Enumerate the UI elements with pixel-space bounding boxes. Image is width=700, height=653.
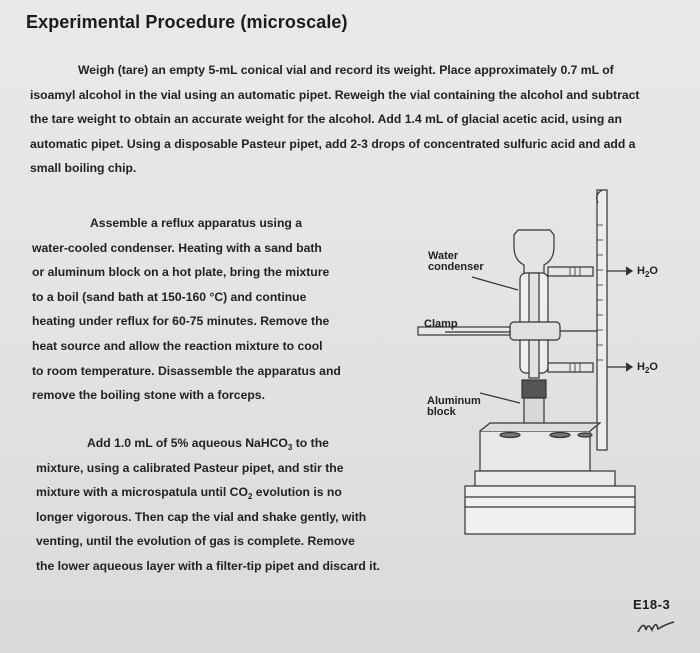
paragraph-reflux — [32, 211, 341, 408]
aluminum-block — [480, 431, 590, 471]
text-line: to a boil (sand bath at 150-160 °C) and continue — [32, 289, 307, 304]
text-line: to room temperature. Disassemble the apparatus and — [32, 363, 341, 378]
hot-plate-body — [465, 486, 635, 534]
text-line: the tare weight to obtain an accurate weight for the alcohol. Add 1.4 mL of glacial acetic acid, using an — [30, 112, 622, 127]
text-line: the lower aqueous layer with a filter-tip pipet and discard it. — [36, 558, 381, 573]
text-line: remove the boiling stone with a forceps. — [32, 388, 265, 403]
text-line: Weigh (tare) an empty 5-mL conical vial and record its weight. Place approximately 0.7 mL of — [78, 63, 614, 77]
stand-rod — [597, 190, 607, 450]
text-line: small boiling chip. — [30, 161, 137, 176]
reflux-apparatus-diagram — [410, 185, 690, 535]
condenser-leader — [472, 277, 518, 290]
page-footer: E18-3 — [633, 597, 671, 612]
text-line: longer vigorous. Then cap the vial and shake gently, with — [36, 509, 367, 524]
label-aluminum: Aluminum — [427, 395, 481, 407]
vial-cap — [522, 380, 546, 398]
clamp — [510, 322, 560, 340]
text-line: mixture with a microspatula until $CO_2$ evolution is no — [36, 485, 342, 502]
hot-plate-top — [475, 471, 615, 486]
text-line: heating under reflux for 60-75 minutes. Remove the — [32, 314, 330, 329]
text-line: Assemble a reflux apparatus using a — [90, 216, 303, 230]
label-water: Water — [428, 250, 459, 262]
signature-mark — [636, 614, 676, 640]
paragraph-extraction — [36, 431, 380, 579]
text-line: heat source and allow the reaction mixture to cool — [32, 338, 323, 353]
label-clamp: Clamp — [424, 318, 458, 330]
block-leader — [480, 393, 520, 403]
label-h2o-inlet: $H_2O$ — [637, 361, 658, 375]
text-line: or aluminum block on a hot plate, bring the mixture — [32, 265, 330, 280]
water-inlet — [548, 363, 593, 372]
text-line: mixture, using a calibrated Pasteur pipet, and stir the — [36, 460, 344, 475]
text-line: water-cooled condenser. Heating with a sand bath — [32, 240, 322, 255]
text-line: automatic pipet. Using a disposable Pasteur pipet, add 2-3 drops of concentrated sulfuric acid and add a — [30, 136, 636, 151]
label-block: block — [427, 406, 456, 418]
label-h2o-outlet: $H_2O$ — [637, 265, 658, 279]
paragraph-weighing — [30, 58, 639, 181]
label-condenser: condenser — [428, 261, 484, 273]
section-title: Experimental Procedure (microscale) — [26, 12, 348, 32]
text-line: venting, until the evolution of gas is complete. Remove — [36, 534, 355, 549]
text-line: Add 1.0 mL of 5% aqueous NaHCO$_3$ to the — [87, 436, 329, 452]
text-line: isoamyl alcohol in the vial using an automatic pipet. Reweigh the vial containing the alcohol and subtract — [30, 87, 640, 102]
water-outlet — [548, 267, 593, 276]
